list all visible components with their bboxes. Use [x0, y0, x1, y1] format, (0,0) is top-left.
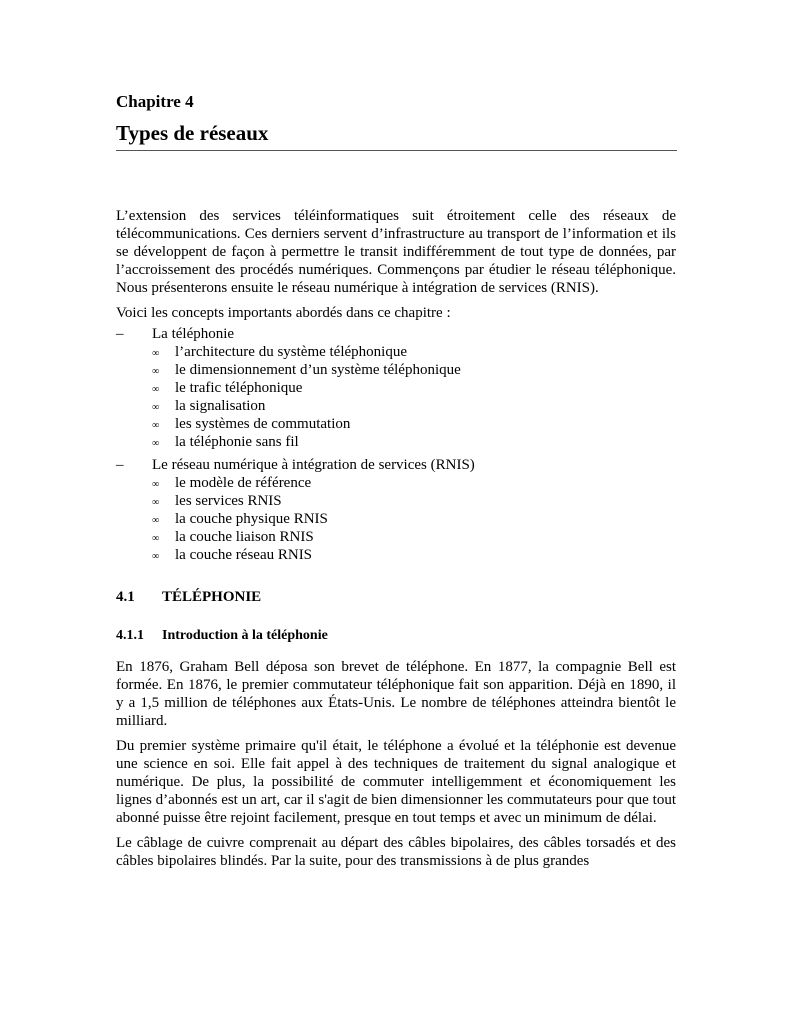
list-item: ∞ les services RNIS [175, 492, 676, 510]
section-heading [116, 588, 676, 606]
concepts-list [116, 325, 676, 564]
infinity-bullet-icon: ∞ [152, 402, 160, 413]
concept-item-rnis [116, 456, 676, 564]
list-item: ∞ la couche liaison RNIS [175, 528, 676, 546]
subsection-title: Introduction à la téléphonie [162, 628, 328, 643]
section-number: 4.1 [116, 589, 135, 605]
subsection-number: 4.1.1 [116, 628, 144, 643]
dash-bullet: – [116, 326, 124, 342]
section-title: TÉLÉPHONIE [162, 589, 262, 605]
subsection-heading [116, 627, 676, 645]
concept-item-telephonie [116, 325, 676, 451]
body-paragraph: En 1876, Graham Bell déposa son brevet de téléphone. En 1877, la compagnie Bell est formée. En 1876, le premier commutateur téléphonique fait son apparition. Déjà en 1890, il y a 1,5 million de téléphones aux États-Unis. Le nombre de téléphones atteindra bientôt le milliard. [116, 659, 676, 729]
concepts-lead: Voici les concepts importants abordés dans ce chapitre : [116, 305, 451, 321]
infinity-bullet-icon: ∞ [152, 438, 160, 449]
list-item: ∞ le modèle de référence [175, 474, 676, 492]
list-item: ∞ la couche physique RNIS [175, 510, 676, 528]
infinity-bullet-icon: ∞ [152, 420, 160, 431]
infinity-bullet-icon: ∞ [152, 479, 160, 490]
infinity-bullet-icon: ∞ [152, 533, 160, 544]
chapter-label: Chapitre 4 [116, 92, 194, 111]
concept-label: La téléphonie [152, 326, 235, 342]
infinity-bullet-icon: ∞ [152, 348, 160, 359]
list-item: ∞ la couche réseau RNIS [175, 546, 676, 564]
chapter-title: Types de réseaux [116, 121, 269, 145]
list-item: ∞ les systèmes de commutation [175, 415, 676, 433]
list-item: ∞ la téléphonie sans fil [175, 433, 676, 451]
intro-paragraph: L’extension des services téléinformatiques suit étroitement celle des réseaux de télécommunications. Ces derniers servent d’infrastructure au transport de l’information et ils se développent de façon à permettre le transit indifféremment de tout type de données, par l’accroissement des procédés numériques. Commençons par étudier le réseau téléphonique. Nous présenterons ensuite le réseau numérique à intégration de services (RNIS). [116, 208, 676, 296]
infinity-bullet-icon: ∞ [152, 551, 160, 562]
title-divider [116, 150, 677, 151]
body-paragraph: Du premier système primaire qu'il était, le téléphone a évolué et la téléphonie est devenue une science en soi. Elle fait appel à des techniques de traitement du signal analogique et numérique. De plus, la possibilité de commuter intelligemment et économiquement les lignes d’abonnés est un art, car il s'agit de bien dimensionner les commutateurs pour que tout abonné puisse être rejoint facilement, presque en tout temps et avec un minimum de délai. [116, 738, 676, 826]
document-body [116, 207, 676, 877]
infinity-bullet-icon: ∞ [152, 384, 160, 395]
concept-subitems [152, 343, 676, 451]
body-paragraph: Le câblage de cuivre comprenait au départ des câbles bipolaires, des câbles torsadés et des câbles bipolaires blindés. Par la suite, pour des transmissions à de plus grandes [116, 835, 676, 869]
list-item: ∞ le dimensionnement d’un système téléphonique [175, 361, 676, 379]
list-item: ∞ le trafic téléphonique [175, 379, 676, 397]
dash-bullet: – [116, 457, 124, 473]
list-item: ∞ l’architecture du système téléphonique [175, 343, 676, 361]
concept-subitems [152, 474, 676, 564]
infinity-bullet-icon: ∞ [152, 515, 160, 526]
infinity-bullet-icon: ∞ [152, 497, 160, 508]
list-item: ∞ la signalisation [175, 397, 676, 415]
concept-label: Le réseau numérique à intégration de services (RNIS) [152, 457, 475, 473]
infinity-bullet-icon: ∞ [152, 366, 160, 377]
